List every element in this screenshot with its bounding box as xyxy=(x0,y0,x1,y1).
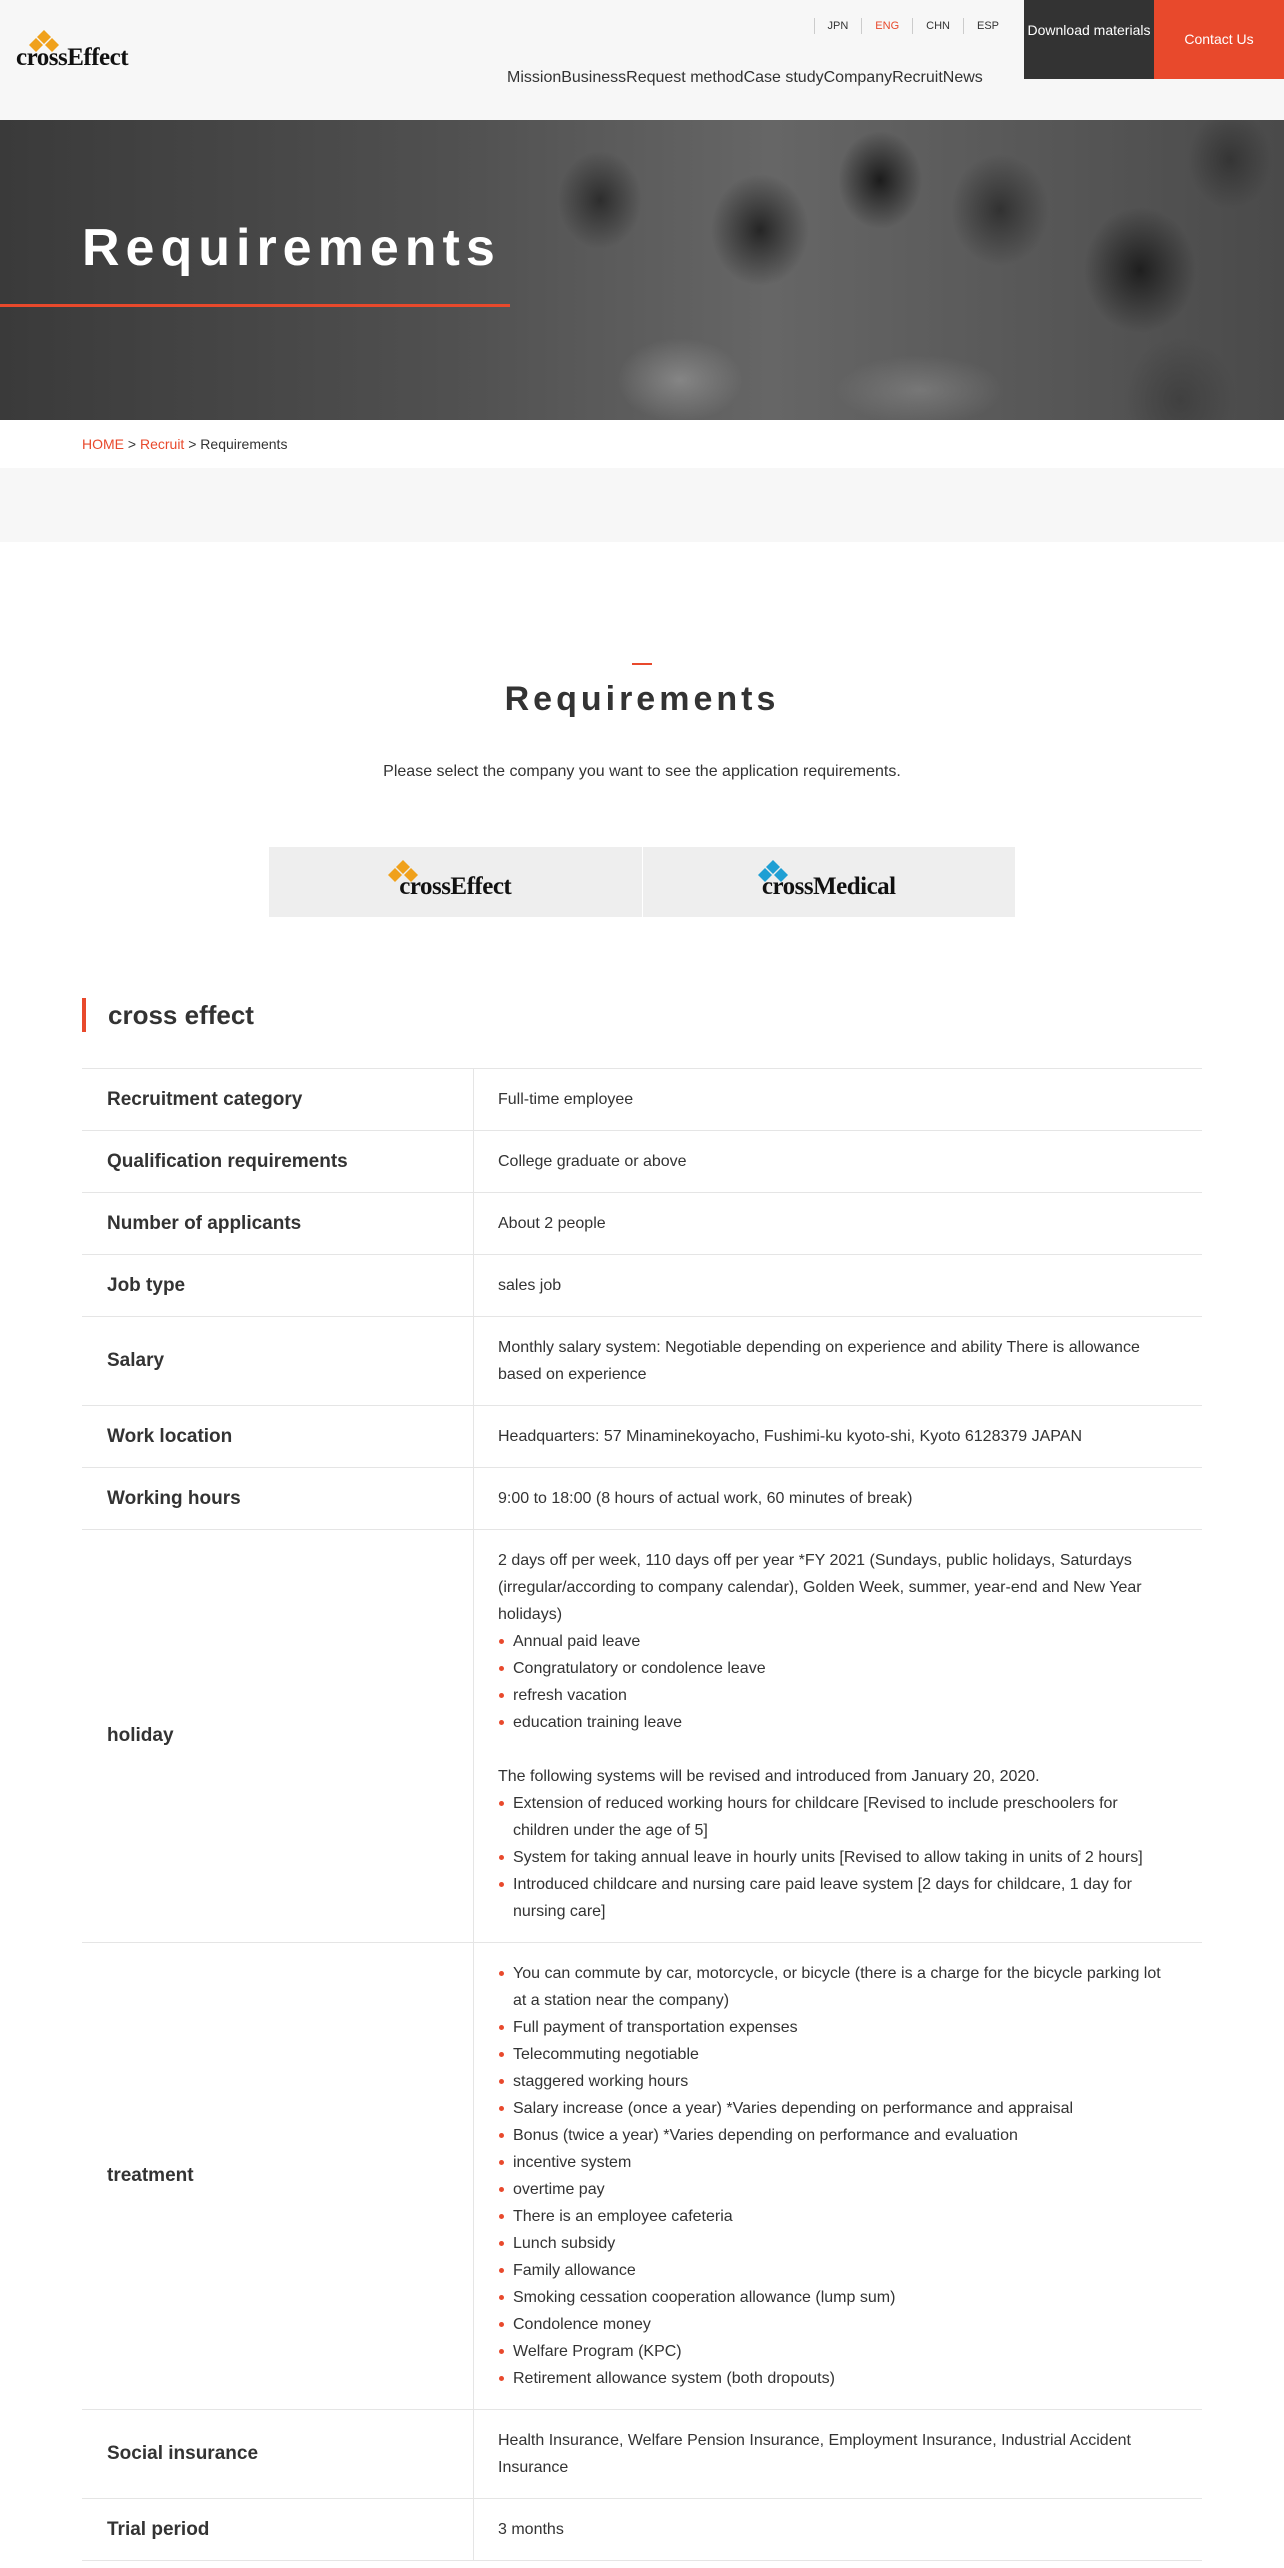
nav-request-method[interactable]: Request method xyxy=(626,69,744,86)
crossmedical-logo-text: crossMedical xyxy=(761,873,896,900)
nav-business[interactable]: Business xyxy=(561,69,627,86)
hero-title: Requirements xyxy=(82,219,501,277)
nav-mission[interactable]: Mission xyxy=(507,69,562,86)
site-header xyxy=(0,0,1284,120)
list-item: Retirement allowance system (both dropouts) xyxy=(498,2365,1178,2392)
gray-band xyxy=(0,468,1284,542)
list-item: Bonus (twice a year) *Varies depending on performance and evaluation xyxy=(498,2122,1178,2149)
holiday-revision-list xyxy=(498,1790,1178,1925)
row-value: Full-time employee xyxy=(498,1091,634,1108)
lang-jpn[interactable]: JPN xyxy=(814,18,862,34)
list-item: Family allowance xyxy=(498,2257,1178,2284)
nav-news[interactable]: News xyxy=(942,69,983,86)
crosseffect-logo-text: crossEffect xyxy=(399,873,512,900)
list-item: Lunch subsidy xyxy=(498,2230,1178,2257)
nav-case-study[interactable]: Case study xyxy=(743,69,824,86)
row-value: College graduate or above xyxy=(498,1153,687,1170)
row-label: Social insurance xyxy=(82,2410,474,2498)
lang-esp[interactable]: ESP xyxy=(963,18,1012,34)
lang-eng[interactable]: ENG xyxy=(861,18,912,34)
row-label: holiday xyxy=(82,1530,474,1942)
list-item: Telecommuting negotiable xyxy=(498,2041,1178,2068)
holiday-intro: 2 days off per week, 110 days off per year *FY 2021 (Sundays, public holidays, Saturdays (irregular/according to company calendar), Golden Week, summer, year-end and New Year holidays) xyxy=(498,1552,1142,1623)
list-item: Extension of reduced working hours for childcare [Revised to include preschoolers for children under the age of 5] xyxy=(498,1790,1178,1844)
row-label: Recruitment category xyxy=(82,1069,474,1130)
table-row xyxy=(82,1943,1202,2410)
company-selector xyxy=(269,847,1015,917)
hero-accent-line xyxy=(0,304,510,307)
list-item: Full payment of transportation expenses xyxy=(498,2014,1178,2041)
row-value: Health Insurance, Welfare Pension Insurance, Employment Insurance, Industrial Accident Insurance xyxy=(498,2432,1131,2476)
lang-chn[interactable]: CHN xyxy=(912,18,963,34)
list-item: Welfare Program (KPC) xyxy=(498,2338,1178,2365)
list-item: Introduced childcare and nursing care paid leave system [2 days for childcare, 1 day for nursing care] xyxy=(498,1871,1178,1925)
list-item: Salary increase (once a year) *Varies depending on performance and appraisal xyxy=(498,2095,1178,2122)
table-row xyxy=(82,1530,1202,1943)
section-title: Requirements xyxy=(504,680,780,718)
logo-text: crossEffect xyxy=(16,44,129,71)
download-materials-label: Download materials xyxy=(1027,22,1151,38)
list-item: Condolence money xyxy=(498,2311,1178,2338)
row-label: Salary xyxy=(82,1317,474,1405)
spacer xyxy=(498,1736,1178,1763)
row-value: 9:00 to 18:00 (8 hours of actual work, 60 minutes of break) xyxy=(498,1490,913,1507)
company-heading: cross effect xyxy=(82,998,254,1032)
company-tab-crossmedical[interactable] xyxy=(642,847,1016,917)
list-item: There is an employee cafeteria xyxy=(498,2203,1178,2230)
table-row xyxy=(82,1406,1202,1468)
table-row xyxy=(82,1193,1202,1255)
row-label: Qualification requirements xyxy=(82,1131,474,1192)
row-value xyxy=(474,1943,1202,2409)
table-row xyxy=(82,2499,1202,2561)
treatment-list xyxy=(498,1960,1178,2392)
row-label: Work location xyxy=(82,1406,474,1467)
holiday-list xyxy=(498,1628,1178,1736)
list-item: System for taking annual leave in hourly units [Revised to allow taking in units of 2 hours] xyxy=(498,1844,1178,1871)
breadcrumb-separator: > xyxy=(127,436,137,452)
list-item: incentive system xyxy=(498,2149,1178,2176)
list-item: You can commute by car, motorcycle, or bicycle (there is a charge for the bicycle parking lot at a station near the company) xyxy=(498,1960,1178,2014)
list-item: Smoking cessation cooperation allowance (lump sum) xyxy=(498,2284,1178,2311)
table-row xyxy=(82,1255,1202,1317)
main-nav xyxy=(507,67,983,89)
site-logo[interactable] xyxy=(16,30,140,74)
company-tab-crosseffect[interactable] xyxy=(269,847,642,917)
table-row xyxy=(82,2410,1202,2499)
row-value xyxy=(474,1530,1202,1942)
list-item: Annual paid leave xyxy=(498,1628,1178,1655)
requirements-table xyxy=(82,1068,1202,2561)
nav-recruit[interactable]: Recruit xyxy=(892,69,943,86)
list-item: education training leave xyxy=(498,1709,1178,1736)
row-label: Job type xyxy=(82,1255,474,1316)
breadcrumb-recruit[interactable]: Recruit xyxy=(139,436,185,452)
row-label: Working hours xyxy=(82,1468,474,1529)
breadcrumb-home[interactable]: HOME xyxy=(82,436,124,452)
table-row xyxy=(82,1317,1202,1406)
table-row xyxy=(82,1069,1202,1131)
language-switcher xyxy=(814,18,1012,34)
table-row xyxy=(82,1468,1202,1530)
row-label: Number of applicants xyxy=(82,1193,474,1254)
download-materials-button[interactable] xyxy=(1024,0,1154,79)
section-description: Please select the company you want to see the application requirements. xyxy=(383,763,901,780)
row-label: Trial period xyxy=(82,2499,474,2560)
row-value: sales job xyxy=(498,1277,562,1294)
list-item: overtime pay xyxy=(498,2176,1178,2203)
breadcrumb xyxy=(82,436,287,452)
section-accent-mark xyxy=(632,663,652,665)
table-row xyxy=(82,1131,1202,1193)
list-item: Congratulatory or condolence leave xyxy=(498,1655,1178,1682)
contact-us-button[interactable]: Contact Us xyxy=(1154,0,1284,79)
row-value: Monthly salary system: Negotiable depending on experience and ability There is allowance based on experience xyxy=(498,1339,1140,1383)
list-item: refresh vacation xyxy=(498,1682,1178,1709)
nav-company[interactable]: Company xyxy=(823,69,893,86)
breadcrumb-separator: > xyxy=(188,436,197,452)
row-value: Headquarters: 57 Minaminekoyacho, Fushimi-ku kyoto-shi, Kyoto 6128379 JAPAN xyxy=(498,1428,1082,1445)
row-value: About 2 people xyxy=(498,1215,606,1232)
list-item: staggered working hours xyxy=(498,2068,1178,2095)
row-label: treatment xyxy=(82,1943,474,2409)
hero-banner xyxy=(0,120,1284,420)
row-value: 3 months xyxy=(498,2521,564,2538)
holiday-revision-intro: The following systems will be revised and introduced from January 20, 2020. xyxy=(498,1768,1040,1785)
breadcrumb-current: Requirements xyxy=(200,436,288,452)
